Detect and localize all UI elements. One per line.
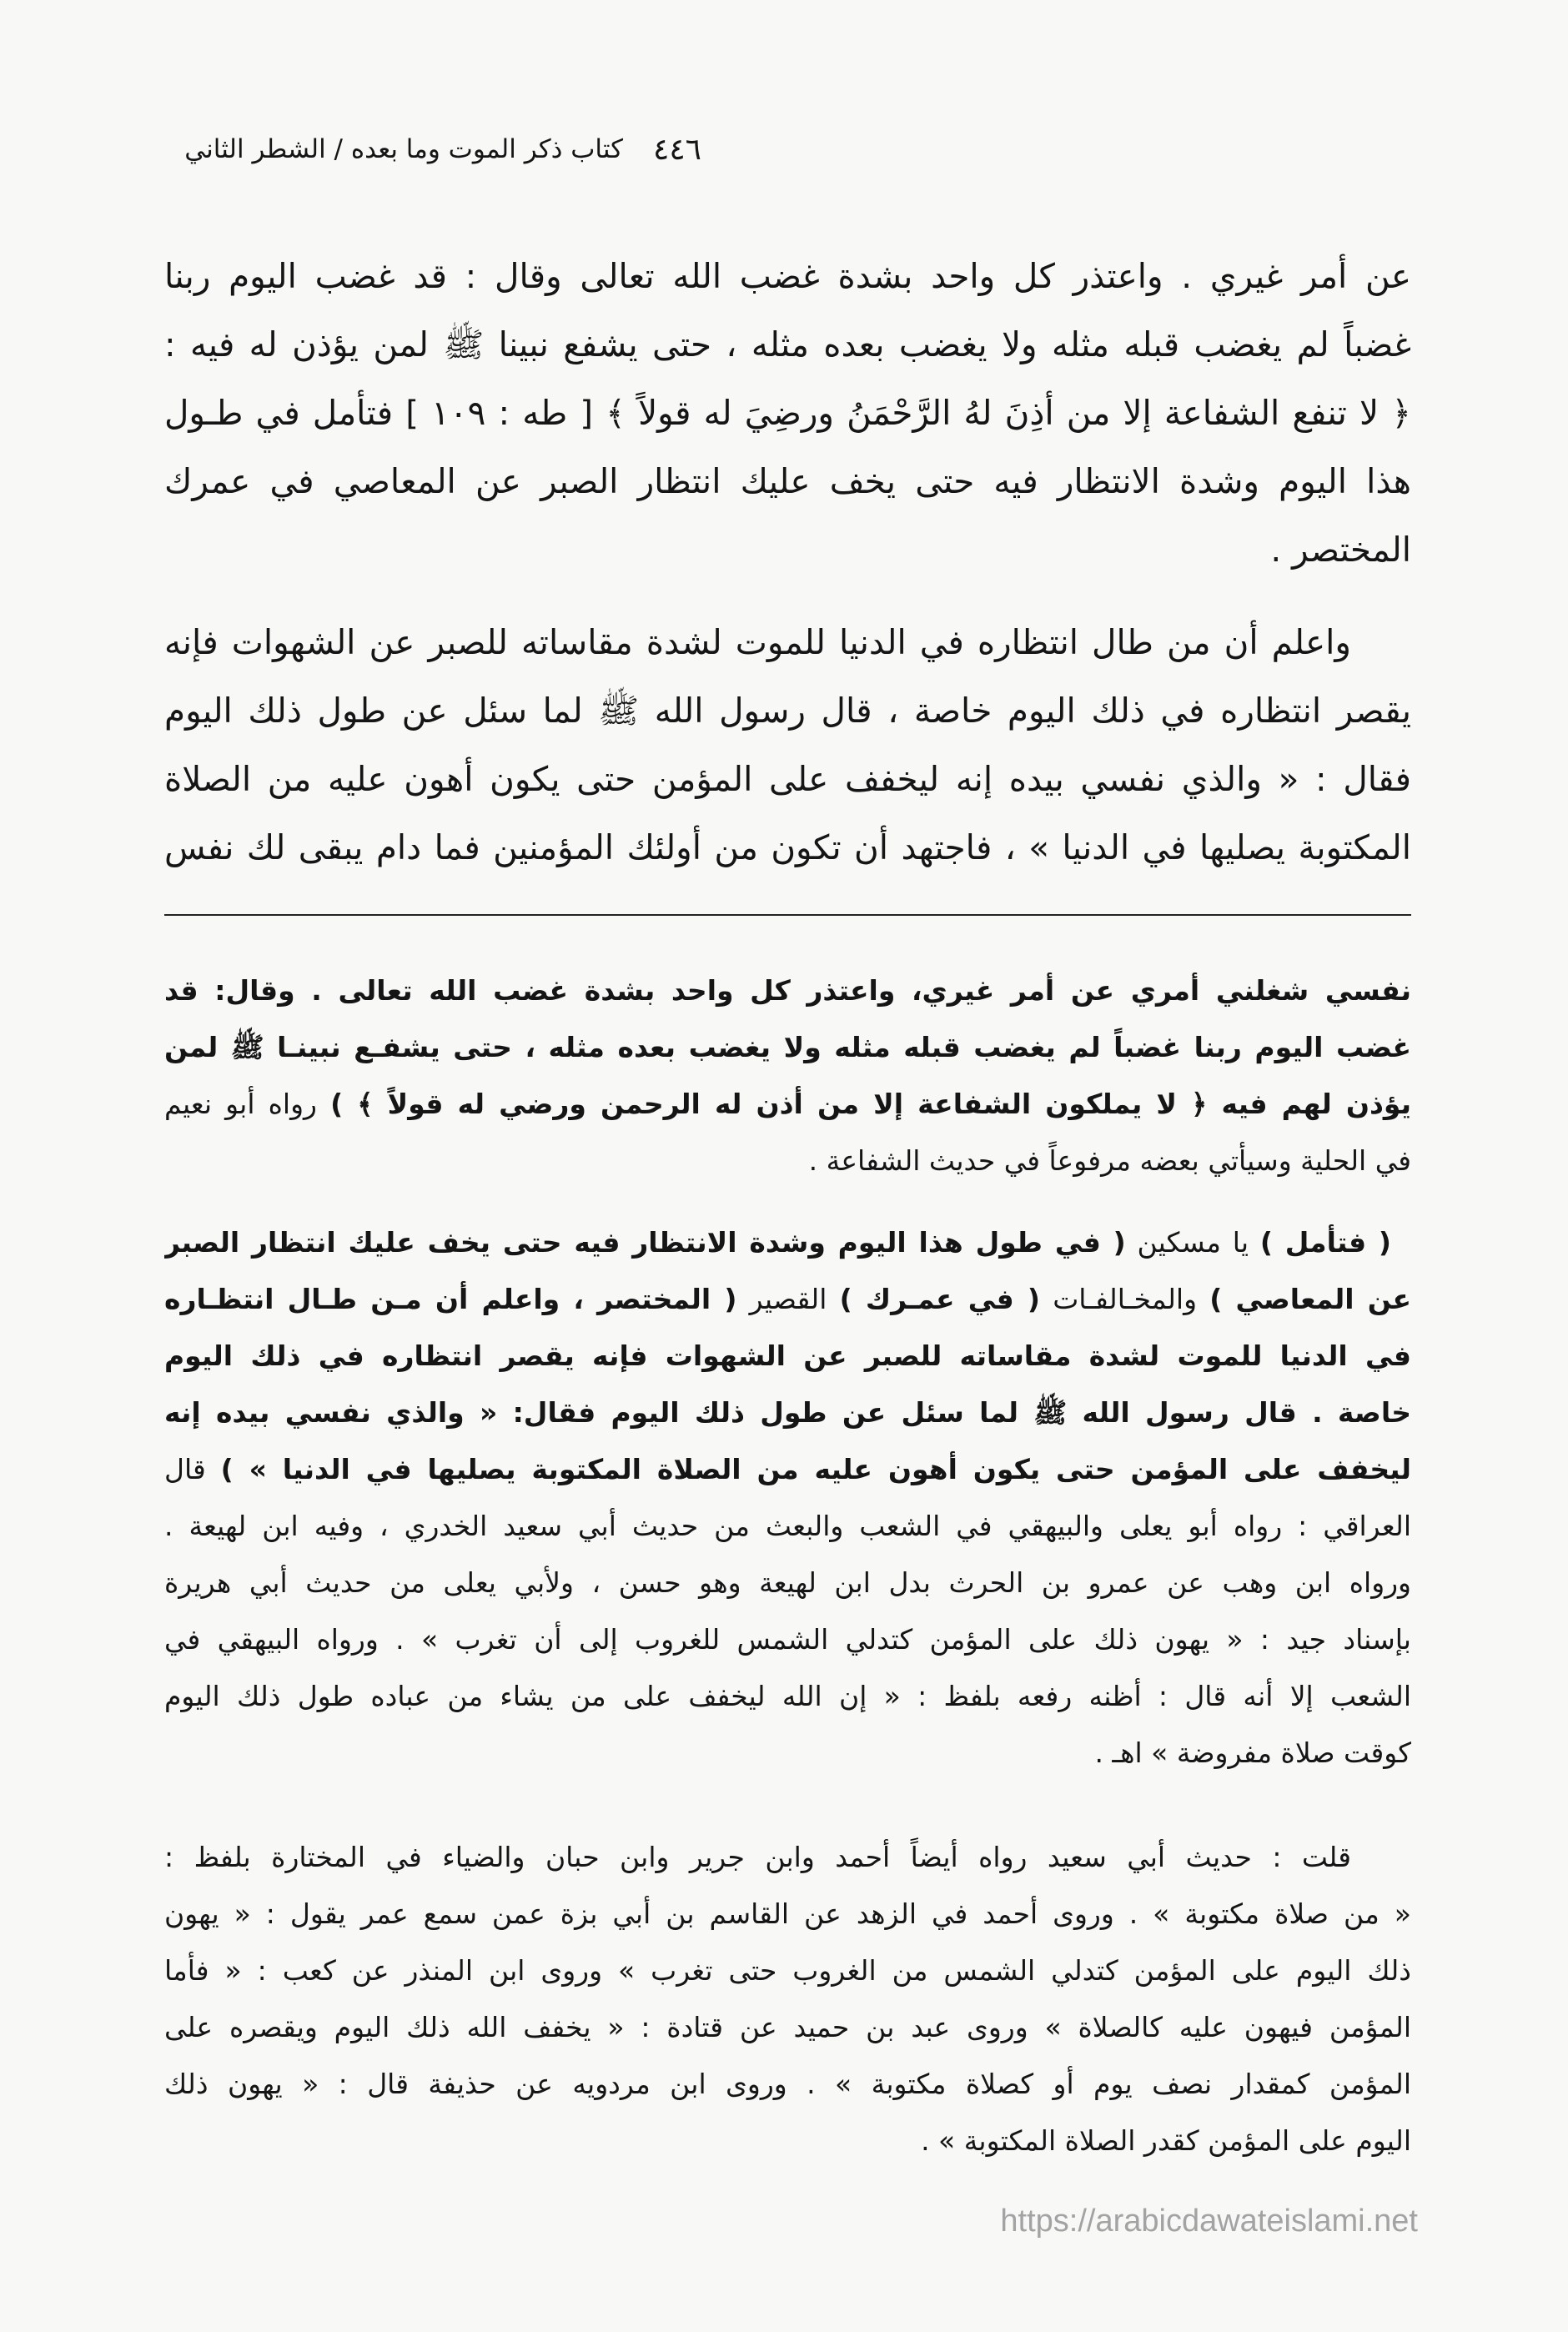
commentary-paragraph bbox=[164, 962, 1411, 1189]
running-header bbox=[184, 123, 701, 175]
watermark: https://arabicdawateislami.net bbox=[1000, 2204, 1418, 2239]
commentary-line bbox=[164, 1942, 1411, 1999]
commentary-text: يا مسكين bbox=[1125, 1226, 1260, 1259]
matn-quote: ( المختصر ، واعلم أن مـن طـال انتظـاره bbox=[164, 1283, 737, 1315]
commentary-text: والمخـالفـات bbox=[1040, 1283, 1210, 1315]
commentary-line bbox=[164, 2113, 1411, 2169]
main-text-line: فقال : « والذي نفسي بيده إنه ليخفف على المؤمن حتى يكون أهون عليه من الصلاة bbox=[164, 759, 1411, 799]
commentary-text: المؤمن كمقدار نصف يوم أو كصلاة مكتوبة » . وروى ابن مردويه عن حذيفة قال : « يهون ذلك bbox=[164, 2068, 1411, 2100]
matn-quote: ليخفف على المؤمن حتى يكون أهون عليه من الصلاة المكتوبة يصليها في الدنيا » ) bbox=[220, 1453, 1411, 1485]
main-paragraph bbox=[164, 242, 1411, 584]
commentary-text: العراقي : رواه أبو يعلى والبيهقي في الشعب والبعث من حديث أبي سعيد الخدري ، وفيه ابن لهيعة . bbox=[164, 1510, 1411, 1542]
commentary-line bbox=[164, 1214, 1411, 1271]
commentary-text: في الحلية وسيأتي بعضه مرفوعاً في حديث الشفاعة . bbox=[808, 1144, 1411, 1177]
matn-quote: يؤذن لهم فيه ﴿ لا يملكون الشفاعة إلا من أذن له الرحمن ورضي له قولاً ﴾ ) bbox=[330, 1088, 1411, 1120]
main-text-line: يقصر انتظاره في ذلك اليوم خاصة ، قال رسول الله ﷺ لما سئل عن طول ذلك اليوم bbox=[164, 691, 1411, 731]
commentary-line bbox=[164, 1829, 1411, 1886]
commentary-line bbox=[164, 1611, 1411, 1668]
matn-quote: ( في عمـرك ) bbox=[839, 1283, 1041, 1315]
commentary-text: قلت : حديث أبي سعيد رواه أيضاً أحمد وابن جرير وابن حبان والضياء في المختارة بلفظ : bbox=[164, 1841, 1351, 1873]
main-text-line: المكتوبة يصليها في الدنيا » ، فاجتهد أن تكون من أولئك المؤمنين فما دام يبقى لك نفس bbox=[164, 827, 1411, 867]
commentary-paragraph bbox=[164, 1829, 1411, 2169]
commentary-line bbox=[164, 1271, 1411, 1328]
main-text-line: هذا اليوم وشدة الانتظار فيه حتى يخف عليك انتظار الصبر عن المعاصي في عمرك bbox=[164, 461, 1411, 501]
commentary-line bbox=[164, 1725, 1411, 1782]
main-paragraph bbox=[164, 608, 1411, 882]
commentary-text: ذلك اليوم على المؤمن كتدلي الشمس من الغروب حتى تغرب » وروى ابن المنذر عن كعب : « فأما bbox=[164, 1954, 1411, 1987]
commentary-line bbox=[164, 1999, 1411, 2056]
commentary-text: « من صلاة مكتوبة » . وروى أحمد في الزهد عن القاسم بن أبي بزة عمن سمع عمر يقول : « يهون bbox=[164, 1897, 1411, 1930]
commentary-line bbox=[164, 1498, 1411, 1555]
commentary-line bbox=[164, 2056, 1411, 2113]
commentary-line bbox=[164, 1133, 1411, 1189]
matn-quote: ( فتأمل ) bbox=[1259, 1226, 1391, 1259]
commentary-text: القصير bbox=[736, 1283, 840, 1315]
matn-quote: ( في طول هذا اليوم وشدة الانتظار فيه حتى يخف عليك انتظار الصبر bbox=[164, 1226, 1126, 1259]
commentary-line bbox=[164, 1668, 1411, 1725]
matn-quote: عن المعاصي ) bbox=[1209, 1283, 1411, 1315]
matn-quote: في الدنيا للموت لشدة مقاساته للصبر عن الشهوات فإنه يقصر انتظاره في ذلك اليوم bbox=[164, 1339, 1411, 1372]
matn-quote: نفسي شغلني أمري عن أمر غيري، واعتذر كل واحد بشدة غضب الله تعالى . وقال: قد bbox=[164, 974, 1411, 1007]
commentary-text: كوقت صلاة مفروضة » اهـ . bbox=[1094, 1736, 1411, 1769]
main-text-line: ﴿ لا تنفع الشفاعة إلا من أذِنَ لهُ الرَّحْمَنُ ورضِيَ له قولاً ﴾ [ طه : ١٠٩ ] فتأمل في طـول bbox=[164, 393, 1411, 433]
commentary-text: رواه أبو نعيم bbox=[164, 1088, 331, 1120]
commentary-line bbox=[164, 962, 1411, 1019]
commentary-line bbox=[164, 1886, 1411, 1942]
matn-quote: خاصة . قال رسول الله ﷺ لما سئل عن طول ذلك اليوم فقال: « والذي نفسي بيده إنه bbox=[164, 1396, 1411, 1429]
commentary-text: ورواه ابن وهب عن عمرو بن الحرث بدل ابن لهيعة وهو حسن ، ولأبي يعلى من حديث أبي هريرة bbox=[164, 1566, 1411, 1599]
main-text-line: غضباً لم يغضب قبله مثله ولا يغضب بعده مثله ، حتى يشفع نبينا ﷺ لمن يؤذن له فيه : bbox=[164, 324, 1411, 364]
commentary-line bbox=[164, 1019, 1411, 1076]
main-text-line: واعلم أن من طال انتظاره في الدنيا للموت لشدة مقاساته للصبر عن الشهوات فإنه bbox=[164, 622, 1351, 662]
matn-quote: غضب اليوم ربنا غضباً لم يغضب قبله مثله ولا يغضب بعده مثله ، حتى يشفـع نبينـا ﷺ لمن bbox=[164, 1031, 1411, 1063]
main-text-line: المختصر . bbox=[1270, 530, 1411, 570]
commentary-text: بإسناد جيد : « يهون ذلك على المؤمن كتدلي الشمس للغروب إلى أن تغرب » . ورواه البيهقي في bbox=[164, 1623, 1411, 1656]
main-text-line: عن أمر غيري . واعتذر كل واحد بشدة غضب الله تعالى وقال : قد غضب اليوم ربنا bbox=[164, 256, 1411, 296]
main-text bbox=[164, 242, 1411, 882]
commentary-line bbox=[164, 1076, 1411, 1133]
commentary-line bbox=[164, 1555, 1411, 1611]
commentary-line bbox=[164, 1328, 1411, 1385]
commentary-text: المؤمن فيهون عليه كالصلاة » وروى عبد بن حميد عن قتادة : « يخفف الله ذلك اليوم ويقصره على bbox=[164, 2011, 1411, 2043]
commentary-paragraph bbox=[164, 1214, 1411, 1782]
commentary-text: قال bbox=[164, 1453, 221, 1485]
commentary-line bbox=[164, 1385, 1411, 1441]
commentary bbox=[164, 962, 1411, 2169]
page-number: ٤٤٦ bbox=[652, 132, 701, 167]
commentary-line bbox=[164, 1441, 1411, 1498]
running-title: كتاب ذكر الموت وما بعده / الشطر الثاني bbox=[184, 134, 623, 164]
commentary-text: الشعب إلا أنه قال : أظنه رفعه بلفظ : « إن الله ليخفف على من يشاء من عباده طول ذلك اليوم bbox=[164, 1680, 1411, 1712]
footnote-divider bbox=[164, 914, 1411, 916]
commentary-text: اليوم على المؤمن كقدر الصلاة المكتوبة » . bbox=[921, 2124, 1411, 2157]
